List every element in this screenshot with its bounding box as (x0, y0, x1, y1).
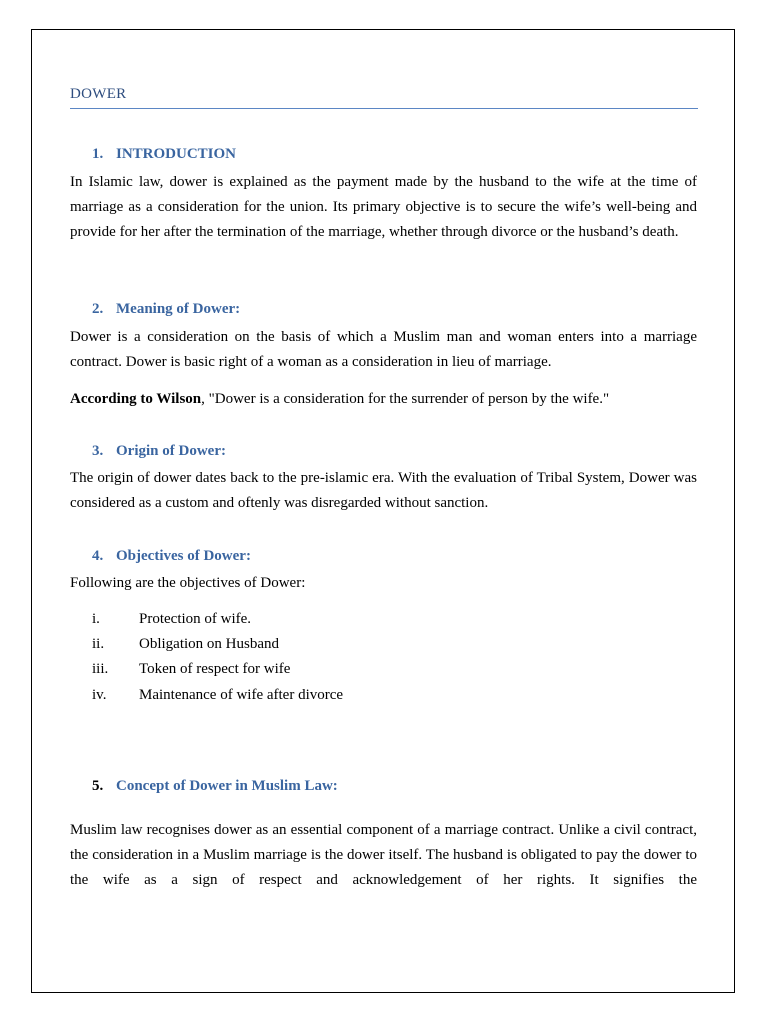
list-item (92, 611, 251, 628)
meaning-paragraph: Dower is a consideration on the basis of which a Muslim man and woman enters into a marriage contract. Dower is basic right of a woman as a consideration in lieu of marriage. (70, 329, 697, 370)
section-number: 3. (92, 443, 104, 459)
list-text: Obligation on Husband (139, 636, 279, 652)
section-number: 1. (92, 146, 104, 162)
section-title: INTRODUCTION (116, 146, 237, 162)
list-item (92, 661, 290, 678)
section-number: 4. (92, 548, 104, 564)
list-text: Protection of wife. (139, 611, 252, 627)
section-heading-introduction (92, 146, 236, 163)
wilson-quote (70, 387, 697, 412)
list-marker: iii. (92, 661, 109, 677)
introduction-paragraph: In Islamic law, dower is explained as the payment made by the husband to the wife at the time of marriage as a consideration for the union. Its primary objective is to secure the wife’s well-being and provide for her after the termination of the marriage, whether through divorce or the husband’s death. (70, 174, 697, 240)
section-heading-origin (92, 443, 226, 460)
section-heading-concept (92, 778, 338, 795)
section-heading-meaning (92, 301, 240, 318)
list-text: Token of respect for wife (139, 661, 291, 677)
list-marker: iv. (92, 687, 107, 703)
section-number: 5. (92, 778, 104, 794)
document-title: DOWER (70, 86, 127, 102)
quote-text: , "Dower is a consideration for the surrender of person by the wife." (201, 391, 610, 407)
concept-paragraph: Muslim law recognises dower as an essential component of a marriage contract. Unlike a civil contract, the consideration in a Muslim marriage is the dower itself. The husband is obligated to pay the dower to the wife as a sign of respect and acknowledgement of her rights. It signifies the (70, 822, 697, 888)
list-marker: ii. (92, 636, 105, 652)
section-number: 2. (92, 301, 104, 317)
section-title: Objectives of Dower: (116, 548, 251, 564)
title-underline (70, 108, 698, 109)
section-title: Concept of Dower in Muslim Law: (116, 778, 338, 794)
origin-paragraph: The origin of dower dates back to the pre-islamic era. With the evaluation of Tribal System, Dower was considered as a custom and oftenly was disregarded without sanction. (70, 470, 697, 511)
objectives-intro: Following are the objectives of Dower: (70, 575, 306, 591)
section-heading-objectives (92, 548, 251, 565)
quote-author: According to Wilson (70, 391, 202, 407)
section-title: Origin of Dower: (116, 443, 226, 459)
list-item (92, 687, 343, 704)
list-text: Maintenance of wife after divorce (139, 687, 344, 703)
list-marker: i. (92, 611, 100, 627)
section-title: Meaning of Dower: (116, 301, 241, 317)
list-item (92, 636, 279, 653)
